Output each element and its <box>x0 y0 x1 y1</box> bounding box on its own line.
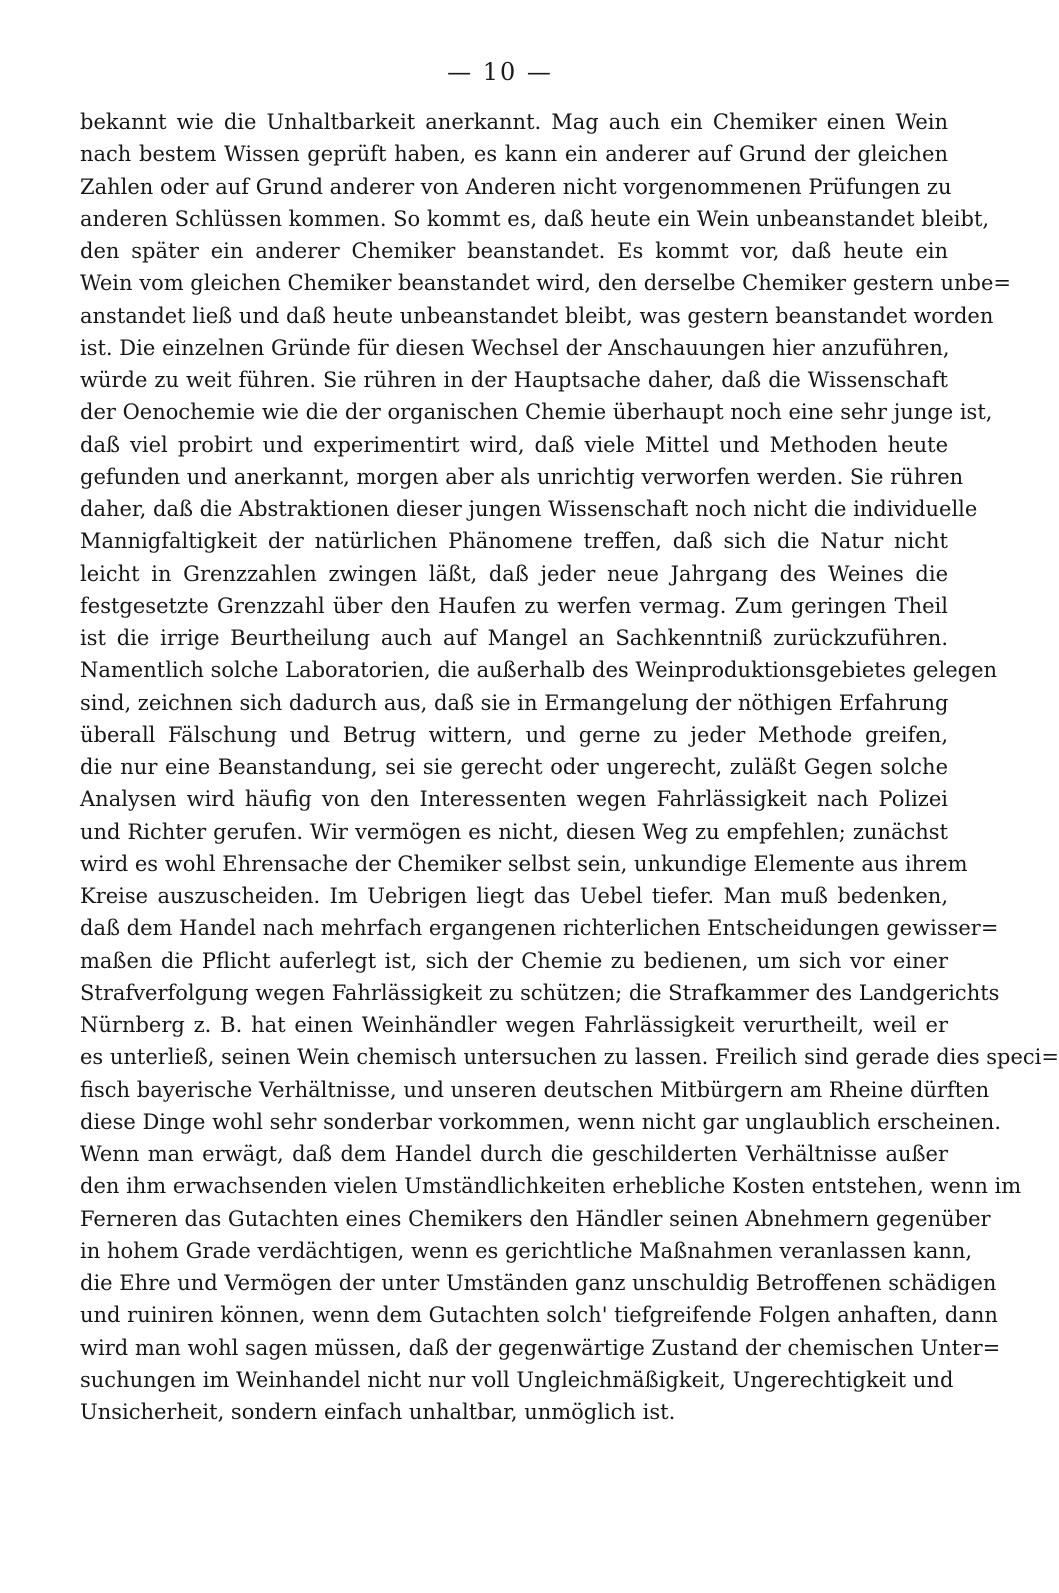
text-line: ist. Die einzelnen Gründe für diesen Wechsel der Anschauungen hier anzuführen, <box>80 335 950 360</box>
text-line: gefunden und anerkannt, morgen aber als unrichtig verworfen werden. Sie rühren <box>80 464 964 489</box>
text-line: suchungen im Weinhandel nicht nur voll Ungleichmäßigkeit, Ungerechtigkeit und <box>80 1367 954 1392</box>
text-line: Strafverfolgung wegen Fahrlässigkeit zu schützen; die Strafkammer des Landgerichts <box>80 980 1000 1005</box>
text-line: wird man wohl sagen müssen, daß der gegenwärtige Zustand der chemischen Unter= <box>80 1335 1001 1360</box>
text-line: und Richter gerufen. Wir vermögen es nicht, diesen Weg zu empfehlen; zunächst <box>80 819 948 844</box>
text-line: anstandet ließ und daß heute unbeanstandet bleibt, was gestern beanstandet worden <box>80 303 994 328</box>
text-line: es unterließ, seinen Wein chemisch untersuchen zu lassen. Freilich sind gerade dies speci= <box>80 1045 1059 1070</box>
text-line: Kreise auszuscheiden. Im Uebrigen liegt das Uebel tiefer. Man muß bedenken, <box>80 884 948 908</box>
text-line: und ruiniren können, wenn dem Gutachten solch' tiefgreifende Folgen anhaften, dann <box>80 1303 998 1328</box>
text-line: fisch bayerische Verhältnisse, und unseren deutschen Mitbürgern am Rheine dürften <box>80 1077 990 1102</box>
text-line: daher, daß die Abstraktionen dieser jungen Wissenschaft noch nicht die individuelle <box>80 497 978 521</box>
text-line: leicht in Grenzzahlen zwingen läßt, daß jeder neue Jahrgang des Weines die <box>80 561 948 586</box>
text-line: in hohem Grade verdächtigen, wenn es gerichtliche Maßnahmen veranlassen kann, <box>80 1238 973 1263</box>
text-line: diese Dinge wohl sehr sonderbar vorkommen, wenn nicht gar unglaublich erscheinen. <box>80 1109 1002 1134</box>
text-line: daß dem Handel nach mehrfach ergangenen richterlichen Entscheidungen gewisser= <box>80 916 999 941</box>
page-number: — 10 — <box>447 58 553 86</box>
text-line: Nürnberg z. B. hat einen Weinhändler wegen Fahrlässigkeit verurtheilt, weil er <box>80 1013 948 1037</box>
text-line: der Oenochemie wie die der organischen Chemie überhaupt noch eine sehr junge ist, <box>80 400 993 425</box>
text-line: festgesetzte Grenzzahl über den Haufen zu werfen vermag. Zum geringen Theil <box>80 593 948 618</box>
text-line: Wein vom gleichen Chemiker beanstandet wird, den derselbe Chemiker gestern unbe= <box>80 271 1011 296</box>
text-line: sind, zeichnen sich dadurch aus, daß sie in Ermangelung der nöthigen Erfahrung <box>80 690 949 715</box>
text-line: überall Fälschung und Betrug wittern, und gerne zu jeder Methode greifen, <box>80 722 948 747</box>
text-line: Mannigfaltigkeit der natürlichen Phänomene treffen, daß sich die Natur nicht <box>80 529 948 554</box>
text-line: Wenn man erwägt, daß dem Handel durch die geschilderten Verhältnisse außer <box>80 1142 948 1166</box>
text-line: ist die irrige Beurtheilung auch auf Mangel an Sachkenntniß zurückzuführen. <box>80 626 948 650</box>
text-line: Zahlen oder auf Grund anderer von Anderen nicht vorgenommenen Prüfungen zu <box>80 174 952 199</box>
text-line: den später ein anderer Chemiker beanstandet. Es kommt vor, daß heute ein <box>80 239 948 263</box>
text-line: Unsicherheit, sondern einfach unhaltbar, unmöglich ist. <box>80 1400 676 1424</box>
text-line: nach bestem Wissen geprüft haben, es kann ein anderer auf Grund der gleichen <box>80 142 948 167</box>
text-line: die nur eine Beanstandung, sei sie gerecht oder ungerecht, zuläßt Gegen solche <box>80 755 948 779</box>
text-line: maßen die Pflicht auferlegt ist, sich der Chemie zu bedienen, um sich vor einer <box>80 948 948 973</box>
text-line: die Ehre und Vermögen der unter Umständen ganz unschuldig Betroffenen schädigen <box>80 1271 997 1295</box>
text-line: den ihm erwachsenden vielen Umständlichkeiten erhebliche Kosten entstehen, wenn im <box>80 1174 1022 1199</box>
text-line: anderen Schlüssen kommen. So kommt es, daß heute ein Wein unbeanstandet bleibt, <box>80 206 990 231</box>
text-line: daß viel probirt und experimentirt wird, daß viele Mittel und Methoden heute <box>80 432 948 457</box>
body-text <box>80 106 1059 1428</box>
text-line: Ferneren das Gutachten eines Chemikers den Händler seinen Abnehmern gegenüber <box>80 1206 991 1231</box>
text-line: würde zu weit führen. Sie rühren in der Hauptsache daher, daß die Wissenschaft <box>80 368 948 392</box>
text-line: Namentlich solche Laboratorien, die außerhalb des Weinproduktionsgebietes gelegen <box>80 658 998 683</box>
text-line: bekannt wie die Unhaltbarkeit anerkannt. Mag auch ein Chemiker einen Wein <box>80 110 948 134</box>
text-line: wird es wohl Ehrensache der Chemiker selbst sein, unkundige Elemente aus ihrem <box>80 851 968 876</box>
text-line: Analysen wird häufig von den Interessenten wegen Fahrlässigkeit nach Polizei <box>80 787 948 812</box>
